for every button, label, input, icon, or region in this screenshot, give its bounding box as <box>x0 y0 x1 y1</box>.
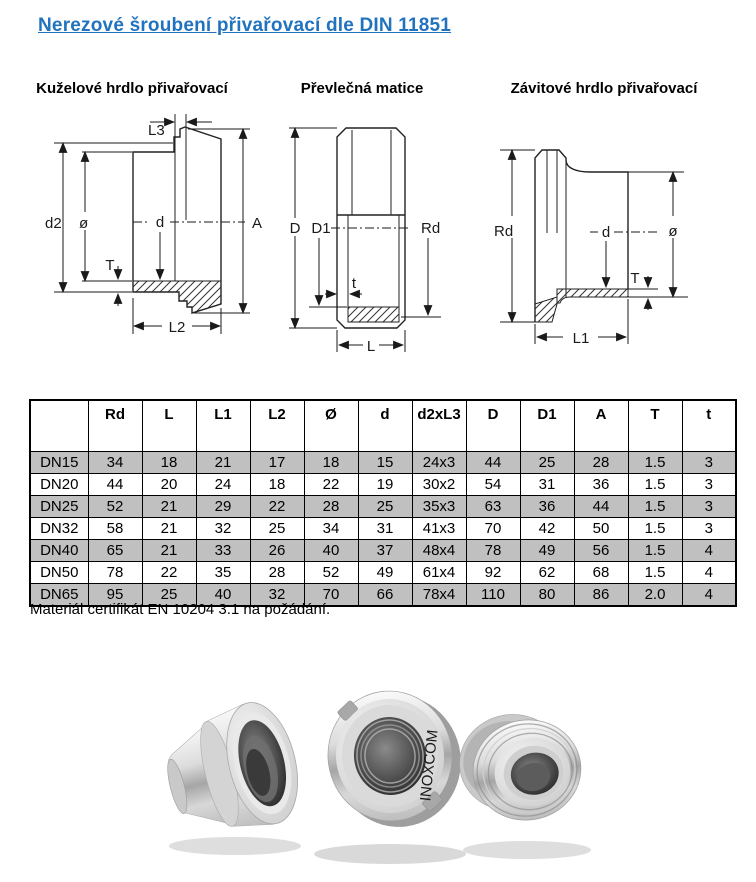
dimension-cell: 44 <box>466 452 520 474</box>
table-header-row <box>30 400 736 452</box>
dim-label-t: T <box>105 257 115 274</box>
column-header: d2xL3 <box>412 400 466 452</box>
dimension-cell: 21 <box>142 496 196 518</box>
threaded-liner-drawing <box>488 108 754 368</box>
dimension-cell: 32 <box>250 584 304 607</box>
dim-label-dia: ø <box>668 223 678 240</box>
dimension-cell: 28 <box>250 562 304 584</box>
dimension-cell: 18 <box>304 452 358 474</box>
dim-label-rd: Rd <box>421 220 441 237</box>
dim-label-l1: L1 <box>572 330 590 347</box>
dimension-cell: 21 <box>142 518 196 540</box>
dimension-cell: 3 <box>682 496 736 518</box>
dimension-cell: 92 <box>466 562 520 584</box>
dim-label-dia: ø <box>79 215 89 232</box>
dimension-cell: 48x4 <box>412 540 466 562</box>
dimension-cell: 21 <box>142 540 196 562</box>
dimension-cell: 95 <box>88 584 142 607</box>
dim-label-d: D <box>289 220 301 237</box>
column-header: D1 <box>520 400 574 452</box>
column-header: t <box>682 400 736 452</box>
photo-union-nut <box>320 682 470 836</box>
dimension-cell: 25 <box>358 496 412 518</box>
dimension-cell: 1.5 <box>628 518 682 540</box>
dimension-cell: 20 <box>142 474 196 496</box>
row-label: DN65 <box>30 584 88 607</box>
dimension-cell: 42 <box>520 518 574 540</box>
dimension-cell: 78 <box>88 562 142 584</box>
row-label: DN25 <box>30 496 88 518</box>
corner-header <box>30 400 88 452</box>
row-label: DN20 <box>30 474 88 496</box>
dim-label-d2: d2 <box>45 215 62 232</box>
dim-label-rd: Rd <box>494 223 514 240</box>
dimension-cell: 18 <box>250 474 304 496</box>
dimension-cell: 63 <box>466 496 520 518</box>
dimension-cell: 35x3 <box>412 496 466 518</box>
page-title[interactable]: Nerezové šroubení přivařovací dle DIN 11851 <box>38 15 452 36</box>
dimension-cell: 70 <box>304 584 358 607</box>
dimension-cell: 40 <box>196 584 250 607</box>
dimension-cell: 19 <box>358 474 412 496</box>
dimension-cell: 22 <box>304 474 358 496</box>
dim-label-l3: L3 <box>148 122 165 139</box>
dimension-cell: 31 <box>520 474 574 496</box>
caption-threaded-liner: Závitové hrdlo přivařovací <box>510 80 698 97</box>
row-label: DN50 <box>30 562 88 584</box>
dimension-cell: 86 <box>574 584 628 607</box>
dimension-cell: 62 <box>520 562 574 584</box>
dimension-cell: 28 <box>304 496 358 518</box>
dimension-cell: 110 <box>466 584 520 607</box>
column-header: Ø <box>304 400 358 452</box>
dimension-cell: 1.5 <box>628 452 682 474</box>
column-header: A <box>574 400 628 452</box>
dimension-cell: 4 <box>682 562 736 584</box>
dimension-cell: 78 <box>466 540 520 562</box>
dimension-cell: 3 <box>682 474 736 496</box>
dimension-cell: 33 <box>196 540 250 562</box>
dimension-cell: 21 <box>196 452 250 474</box>
shadow <box>463 841 591 859</box>
dimension-cell: 15 <box>358 452 412 474</box>
dimension-cell: 29 <box>196 496 250 518</box>
dimension-cell: 44 <box>88 474 142 496</box>
dimension-cell: 22 <box>142 562 196 584</box>
column-header: d <box>358 400 412 452</box>
dim-label-l2: L2 <box>168 319 186 336</box>
dimension-cell: 66 <box>358 584 412 607</box>
dimension-cell: 31 <box>358 518 412 540</box>
table-row-dn15 <box>30 452 736 474</box>
dimension-cell: 61x4 <box>412 562 466 584</box>
dimension-cell: 32 <box>196 518 250 540</box>
table-row-dn50 <box>30 562 736 584</box>
dimension-cell: 36 <box>520 496 574 518</box>
dimension-cell: 49 <box>520 540 574 562</box>
caption-union-nut: Převlečná matice <box>300 80 424 97</box>
dimension-cell: 52 <box>88 496 142 518</box>
dimension-cell: 56 <box>574 540 628 562</box>
caption-conical-liner: Kuželové hrdlo přivařovací <box>36 80 228 97</box>
dim-label-d1: D1 <box>311 220 331 237</box>
dimension-cell: 54 <box>466 474 520 496</box>
table-row-dn32 <box>30 518 736 540</box>
dimension-cell: 37 <box>358 540 412 562</box>
dimension-cell: 52 <box>304 562 358 584</box>
shadow <box>314 844 466 864</box>
dimension-cell: 28 <box>574 452 628 474</box>
row-label: DN32 <box>30 518 88 540</box>
dimension-cell: 68 <box>574 562 628 584</box>
dimension-cell: 17 <box>250 452 304 474</box>
dimension-cell: 40 <box>304 540 358 562</box>
dimension-cell: 58 <box>88 518 142 540</box>
conical-liner-drawing <box>40 108 270 363</box>
dimension-cell: 18 <box>142 452 196 474</box>
table-row-dn25 <box>30 496 736 518</box>
dimension-cell: 80 <box>520 584 574 607</box>
dimension-cell: 35 <box>196 562 250 584</box>
certificate-note: Materiál certifikát EN 10204 3.1 na požádání. <box>30 601 331 618</box>
dim-label-l: L <box>366 338 376 355</box>
dimension-cell: 25 <box>250 518 304 540</box>
dim-label-d: d <box>601 224 611 241</box>
dimension-cell: 3 <box>682 452 736 474</box>
dimension-cell: 24x3 <box>412 452 466 474</box>
dimension-cell: 25 <box>142 584 196 607</box>
dimension-cell: 25 <box>520 452 574 474</box>
dimension-cell: 22 <box>250 496 304 518</box>
dim-label-t: t <box>351 275 357 292</box>
table-row-dn20 <box>30 474 736 496</box>
dimension-cell: 36 <box>574 474 628 496</box>
union-nut-drawing <box>285 108 480 368</box>
dimension-cell: 2.0 <box>628 584 682 607</box>
dimension-cell: 70 <box>466 518 520 540</box>
dimension-cell: 1.5 <box>628 562 682 584</box>
dimension-cell: 3 <box>682 518 736 540</box>
photo-threaded-liner <box>452 704 589 831</box>
dimension-cell: 49 <box>358 562 412 584</box>
column-header: L <box>142 400 196 452</box>
dimension-cell: 30x2 <box>412 474 466 496</box>
dimension-cell: 44 <box>574 496 628 518</box>
product-photo <box>140 648 615 882</box>
dimension-cell: 78x4 <box>412 584 466 607</box>
dimension-cell: 4 <box>682 540 736 562</box>
dimension-cell: 34 <box>88 452 142 474</box>
dim-label-d: d <box>155 214 165 231</box>
engraving-text: INOXCOM <box>417 729 442 803</box>
dimension-cell: 50 <box>574 518 628 540</box>
dimension-table <box>29 399 737 607</box>
column-header: L2 <box>250 400 304 452</box>
dimension-cell: 1.5 <box>628 474 682 496</box>
row-label: DN15 <box>30 452 88 474</box>
dimension-cell: 34 <box>304 518 358 540</box>
column-header: D <box>466 400 520 452</box>
table-row-dn40 <box>30 540 736 562</box>
dimension-cell: 26 <box>250 540 304 562</box>
dimension-cell: 65 <box>88 540 142 562</box>
dimension-cell: 24 <box>196 474 250 496</box>
row-label: DN40 <box>30 540 88 562</box>
dimension-cell: 1.5 <box>628 496 682 518</box>
shadow <box>169 837 301 855</box>
column-header: Rd <box>88 400 142 452</box>
column-header: L1 <box>196 400 250 452</box>
dim-label-t: T <box>630 270 640 287</box>
dimension-cell: 1.5 <box>628 540 682 562</box>
dim-label-a: A <box>252 215 263 232</box>
dimension-cell: 4 <box>682 584 736 607</box>
dimension-cell: 41x3 <box>412 518 466 540</box>
column-header: T <box>628 400 682 452</box>
photo-conical-liner <box>155 695 309 846</box>
